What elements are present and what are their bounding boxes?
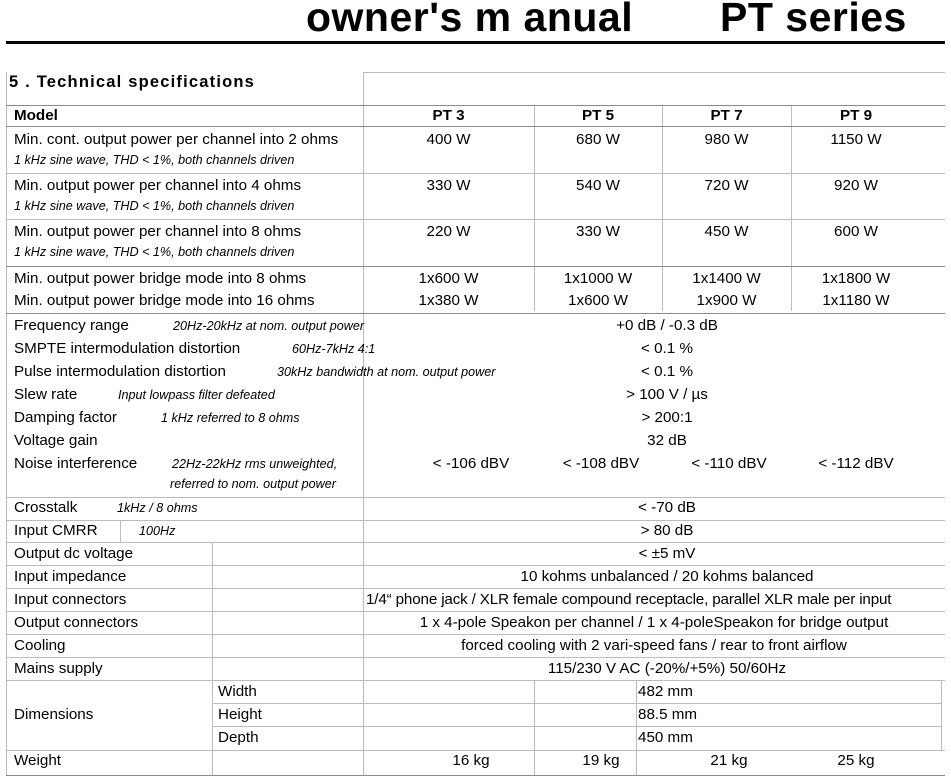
spec-note: 1 kHz sine wave, THD < 1%, both channels driven (14, 199, 295, 213)
spec-note: 100Hz (139, 524, 176, 538)
spec-value: forced cooling with 2 vari-speed fans / rear to front airflow (461, 637, 847, 654)
spec-label: SMPTE intermodulation distortion (14, 340, 241, 357)
spec-value: 16 kg (452, 752, 490, 769)
grid-line (6, 105, 945, 106)
spec-label: Frequency range (14, 317, 129, 334)
grid-line (6, 750, 945, 751)
grid-line (212, 726, 942, 727)
spec-value: 115/230 V AC (-20%/+5%) 50/60Hz (547, 660, 787, 677)
grid-line (6, 634, 945, 635)
spec-label: Input impedance (14, 568, 127, 585)
spec-value: 720 W (704, 177, 749, 194)
spec-label: Min. output power per channel into 8 ohms (14, 223, 302, 240)
spec-label: Input CMRR (14, 522, 98, 539)
spec-value: 25 kg (837, 752, 875, 769)
spec-value: 32 dB (647, 432, 687, 449)
spec-value: < 0.1 % (641, 340, 693, 357)
spec-label: Dimensions (14, 706, 94, 723)
spec-label: Min. cont. output power per channel into 2 ohms (14, 131, 339, 148)
spec-value: 1 x 4-pole Speakon per channel / 1 x 4-poleSpeakon for bridge output (419, 614, 889, 631)
spec-value: 920 W (834, 177, 878, 194)
spec-value: < -106 dBV (432, 455, 510, 472)
spec-value: < -70 dB (638, 499, 696, 516)
manual-title: owner's m anual (306, 0, 634, 40)
model-name: PT 3 (432, 107, 465, 124)
spec-value: 540 W (576, 177, 620, 194)
grid-line (212, 703, 942, 704)
spec-value: 21 kg (710, 752, 748, 769)
grid-line (6, 542, 945, 543)
spec-value: 330 W (426, 177, 471, 194)
grid-line (6, 680, 945, 681)
spec-label: Output connectors (14, 614, 139, 631)
spec-label: Min. output power bridge mode into 8 ohms (14, 270, 307, 287)
spec-value: > 80 dB (640, 522, 694, 539)
spec-note: 1 kHz sine wave, THD < 1%, both channels driven (14, 245, 295, 259)
spec-note: referred to nom. output power (170, 477, 336, 491)
spec-value: 1x380 W (418, 292, 479, 309)
model-header-label: Model (14, 107, 58, 124)
model-name: PT 7 (710, 107, 743, 124)
spec-value: 330 W (576, 223, 620, 240)
spec-value: > 200:1 (641, 409, 693, 426)
spec-value: 1/4“ phone jack / XLR female compound receptacle, parallel XLR male per input (366, 591, 892, 608)
grid-line (6, 313, 945, 314)
spec-value: 400 W (426, 131, 471, 148)
spec-value: 680 W (576, 131, 620, 148)
series-title: PT series (720, 0, 907, 40)
model-name: PT 5 (581, 107, 615, 124)
spec-value: 1x600 W (568, 292, 628, 309)
grid-line (6, 611, 945, 612)
spec-note: 30kHz bandwidth at nom. output power (277, 365, 496, 379)
spec-label: Noise interference (14, 455, 138, 472)
spec-label: Pulse intermodulation distortion (14, 363, 226, 380)
spec-label: Damping factor (14, 409, 117, 426)
dimension-label: Height (218, 706, 262, 723)
spec-value: 1x1000 W (563, 270, 633, 287)
spec-label: Voltage gain (14, 432, 98, 449)
dimension-value: 482 mm (638, 683, 693, 700)
spec-value: 600 W (834, 223, 878, 240)
spec-value: 1x1180 W (822, 292, 890, 309)
spec-note: 1 kHz referred to 8 ohms (161, 411, 300, 425)
grid-line (363, 72, 945, 73)
spec-value: < -108 dBV (562, 455, 640, 472)
spec-note: 1kHz / 8 ohms (117, 501, 198, 515)
grid-line (6, 588, 945, 589)
spec-value: < -110 dBV (691, 455, 767, 472)
spec-label: Slew rate (14, 386, 78, 403)
spec-value: 1x1400 W (692, 270, 761, 287)
spec-label: Output dc voltage (14, 545, 134, 562)
spec-label: Mains supply (14, 660, 103, 677)
spec-value: 1x600 W (418, 270, 479, 287)
spec-value: 1x900 W (696, 292, 757, 309)
grid-line (6, 219, 945, 220)
dimension-value: 88.5 mm (638, 706, 698, 723)
page-header (0, 0, 951, 46)
spec-note: 60Hz-7kHz 4:1 (292, 342, 376, 356)
dimension-label: Width (218, 683, 257, 700)
spec-value: 1x1800 W (821, 270, 891, 287)
grid-line (6, 497, 945, 498)
grid-line (6, 266, 945, 267)
spec-value: < -112 dBV (818, 455, 894, 472)
spec-label: Min. output power per channel into 4 ohms (14, 177, 302, 194)
spec-value: 450 W (704, 223, 749, 240)
grid-line (941, 680, 942, 750)
grid-line (6, 520, 945, 521)
spec-value: < 0.1 % (641, 363, 693, 380)
spec-label: Crosstalk (14, 499, 78, 516)
spec-label: Min. output power bridge mode into 16 ohms (14, 292, 315, 309)
grid-line (6, 173, 945, 174)
grid-line (120, 520, 121, 542)
spec-label: Cooling (14, 637, 66, 654)
grid-line (6, 565, 945, 566)
specifications-sheet (6, 72, 945, 776)
spec-note: 20Hz-20kHz at nom. output power (173, 319, 365, 333)
spec-value: > 100 V / µs (626, 386, 708, 403)
header-rule (6, 41, 945, 44)
grid-line (6, 126, 945, 127)
spec-note: 1 kHz sine wave, THD < 1%, both channels driven (14, 153, 295, 167)
grid-line (212, 542, 213, 776)
model-name: PT 9 (839, 107, 873, 124)
spec-value: +0 dB / -0.3 dB (616, 317, 718, 334)
spec-value: 19 kg (582, 752, 620, 769)
spec-value: 980 W (704, 131, 749, 148)
spec-value: < ±5 mV (638, 545, 696, 562)
dimension-value: 450 mm (638, 729, 693, 746)
spec-note: Input lowpass filter defeated (118, 388, 275, 402)
spec-value: 10 kohms unbalanced / 20 kohms balanced (520, 568, 814, 585)
spec-value: 220 W (426, 223, 471, 240)
section-title: 5 . Technical specifications (9, 73, 256, 91)
spec-label: Weight (14, 752, 61, 769)
dimension-label: Depth (218, 729, 259, 746)
grid-line (6, 657, 945, 658)
grid-line (6, 72, 7, 776)
spec-value: 1150 W (830, 131, 882, 148)
spec-note: 22Hz-22kHz rms unweighted, (172, 457, 338, 471)
spec-label: Input connectors (14, 591, 127, 608)
